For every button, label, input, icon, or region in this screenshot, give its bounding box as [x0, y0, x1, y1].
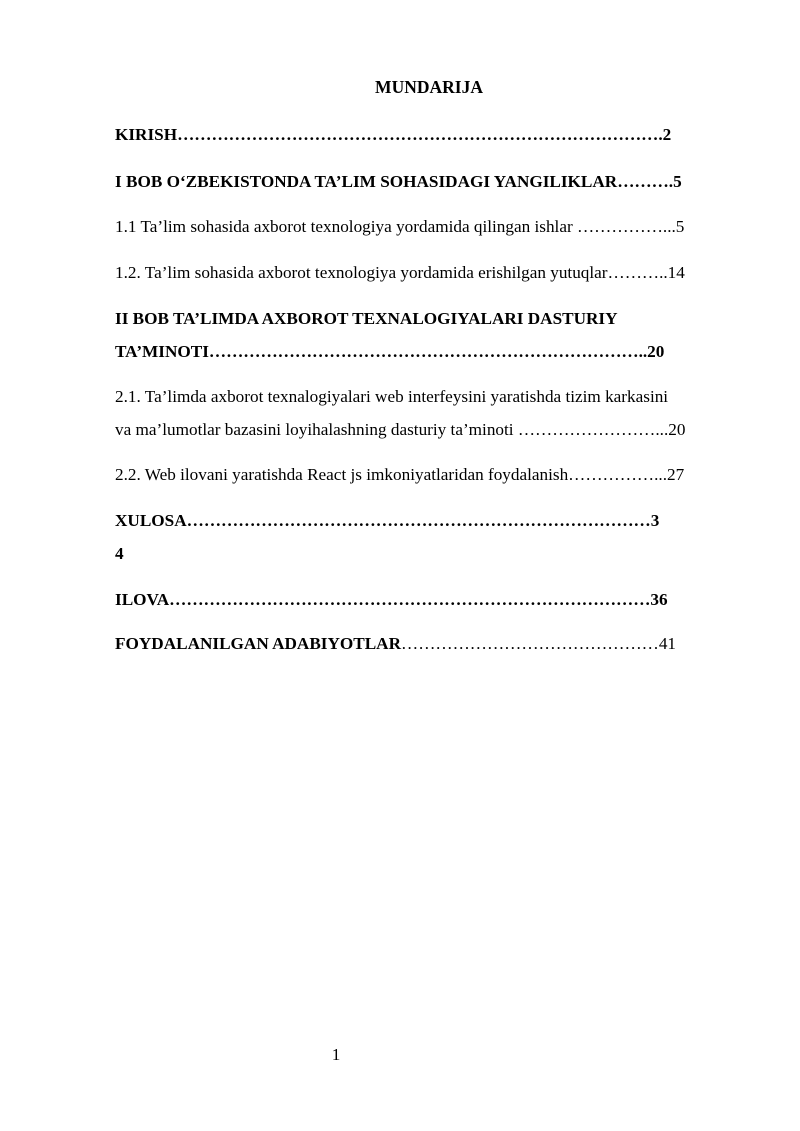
toc-entry-section-1-1: 1.1 Ta’lim sohasida axborot texnologiya yordamida qilingan ishlar ……………...5 [115, 217, 685, 236]
toc-entry-chapter-2-line-1: II BOB TA’LIMDA AXBOROT TEXNALOGIYALARI DASTURIY [115, 309, 618, 328]
toc-entry-section-2-1-line-2: va ma’lumotlar bazasini loyihalashning dasturiy ta’minoti ……………………...20 [115, 420, 686, 439]
toc-entry-ilova: ILOVA…………………………………………………………………………36 [115, 590, 668, 609]
toc-entry-section-1-2: 1.2. Ta’lim sohasida axborot texnologiya yordamida erishilgan yutuqlar………..14 [115, 263, 685, 282]
toc-title: MUNDARIJA [375, 77, 483, 97]
toc-entry-foydalanilgan-leader: ………………………………………41 [401, 634, 677, 653]
toc-entry-xulosa-line-2: 4 [115, 544, 124, 563]
toc-entry-chapter-2-line-2: TA’MINOTI…………………………………………………………………..20 [115, 342, 665, 361]
toc-entry-xulosa-line-1: XULOSA………………………………………………………………………3 [115, 511, 660, 530]
page-number: 1 [331, 1045, 341, 1064]
toc-entry-section-2-2: 2.2. Web ilovani yaratishda React js imkoniyatlaridan foydalanish……………...27 [115, 465, 685, 484]
toc-entry-section-2-1-line-1: 2.1. Ta’limda axborot texnalogiyalari web interfeysini yaratishda tizim karkasini [115, 387, 669, 406]
toc-entry-foydalanilgan-label: FOYDALANILGAN ADABIYOTLAR [115, 634, 402, 653]
toc-entry-kirish: KIRISH………………………………………………………………………….2 [115, 125, 672, 144]
toc-entry-chapter-1: I BOB O‘ZBEKISTONDA TA’LIM SOHASIDAGI YANGILIKLAR……….5 [115, 172, 682, 191]
toc-entry-foydalanilgan-adabiyotlar [115, 633, 676, 655]
